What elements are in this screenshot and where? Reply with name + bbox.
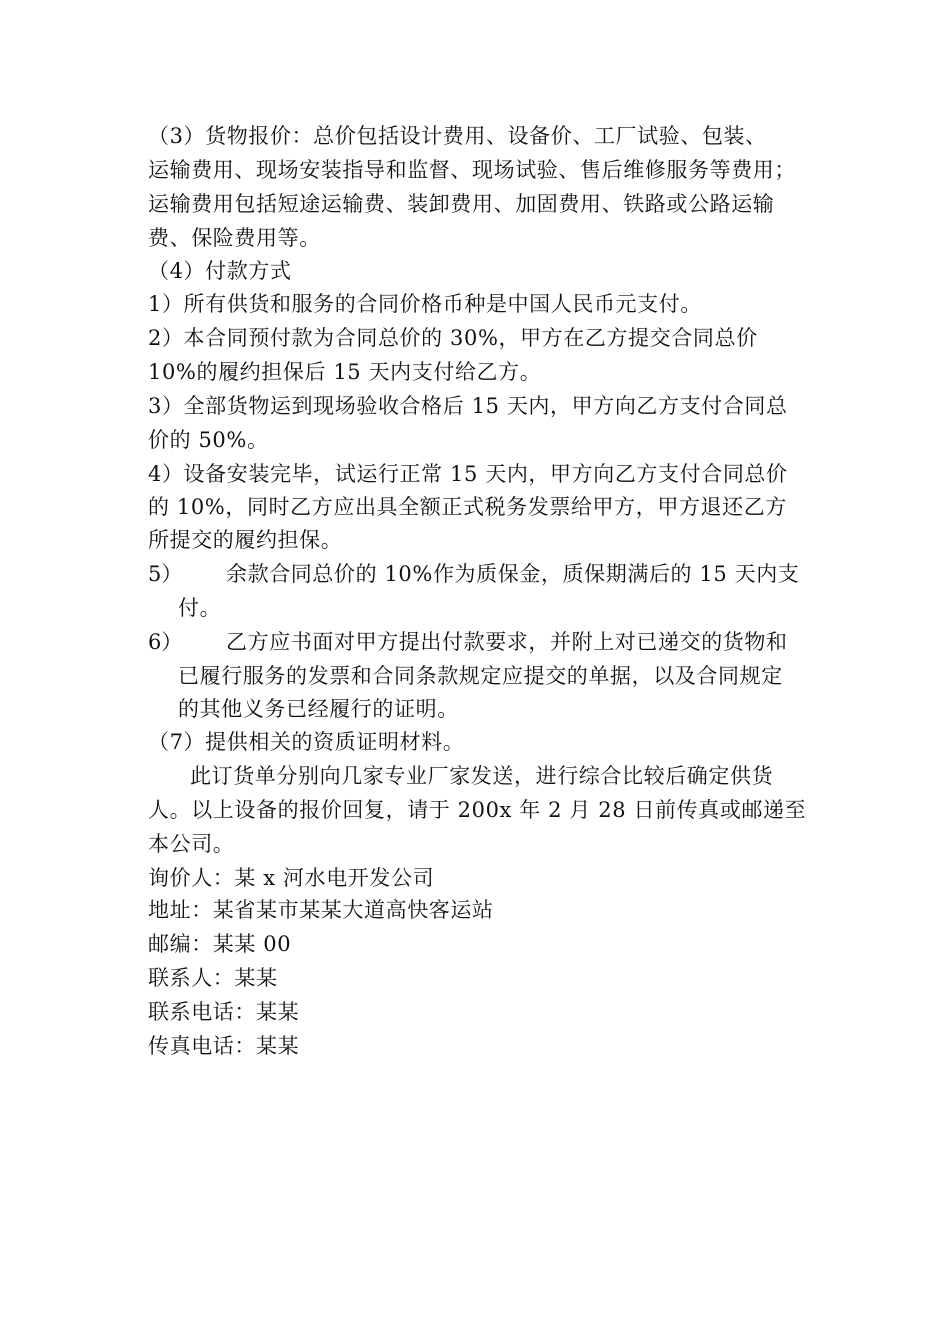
payment-item-5-number: 5） <box>148 562 183 586</box>
contact-postcode: 邮编：某某 00 <box>148 932 292 956</box>
payment-item-6-number: 6） <box>148 630 183 654</box>
payment-item-1: 1）所有供货和服务的合同价格币种是中国人民币元支付。 <box>148 292 702 316</box>
payment-item-3-line-2: 价的 50%。 <box>148 428 269 452</box>
closing-paragraph-line-1: 此订货单分别向几家专业厂家发送，进行综合比较后确定供货 <box>190 764 774 788</box>
closing-paragraph-line-2: 人。以上设备的报价回复，请于 200x 年 2 月 28 日前传真或邮递至 <box>148 798 807 822</box>
payment-item-4-line-2: 的 10%，同时乙方应出具全额正式税务发票给甲方，甲方退还乙方 <box>148 495 787 519</box>
payment-item-4-line-3: 所提交的履约担保。 <box>148 528 343 552</box>
contact-phone: 联系电话：某某 <box>148 1000 300 1024</box>
quote-paragraph-line-4: 费、保险费用等。 <box>148 226 321 250</box>
payment-item-6-line-2: 已履行服务的发票和合同条款规定应提交的单据，以及合同规定 <box>178 664 783 688</box>
payment-item-3-line-1: 3）全部货物运到现场验收合格后 15 天内，甲方向乙方支付合同总 <box>148 394 788 418</box>
payment-item-6-line-1: 乙方应书面对甲方提出付款要求，并附上对已递交的货物和 <box>226 630 788 654</box>
contact-fax: 传真电话：某某 <box>148 1034 300 1058</box>
payment-item-2-line-2: 10%的履约担保后 15 天内支付给乙方。 <box>148 360 542 384</box>
contact-address: 地址：某省某市某某大道高快客运站 <box>148 898 494 922</box>
payment-item-2-line-1: 2）本合同预付款为合同总价的 30%，甲方在乙方提交合同总价 <box>148 326 758 350</box>
payment-method-heading: （4）付款方式 <box>148 259 292 283</box>
quote-paragraph-line-2: 运输费用、现场安装指导和监督、现场试验、售后维修服务等费用； <box>148 158 796 182</box>
contact-inquirer: 询价人：某 x 河水电开发公司 <box>148 866 435 890</box>
payment-item-5-line-2: 付。 <box>178 596 222 620</box>
contact-person: 联系人：某某 <box>148 966 278 990</box>
payment-item-5-line-1: 余款合同总价的 10%作为质保金，质保期满后的 15 天内支 <box>226 562 800 586</box>
quote-paragraph-line-1: （3）货物报价：总价包括设计费用、设备价、工厂试验、包装、 <box>148 124 767 148</box>
payment-item-6-line-3: 的其他义务已经履行的证明。 <box>178 697 459 721</box>
closing-paragraph-line-3: 本公司。 <box>148 832 235 856</box>
payment-item-4-line-1: 4）设备安装完毕，试运行正常 15 天内，甲方向乙方支付合同总价 <box>148 462 788 486</box>
quote-paragraph-line-3: 运输费用包括短途运输费、装卸费用、加固费用、铁路或公路运输 <box>148 192 775 216</box>
qualification-paragraph: （7）提供相关的资质证明材料。 <box>148 730 465 754</box>
